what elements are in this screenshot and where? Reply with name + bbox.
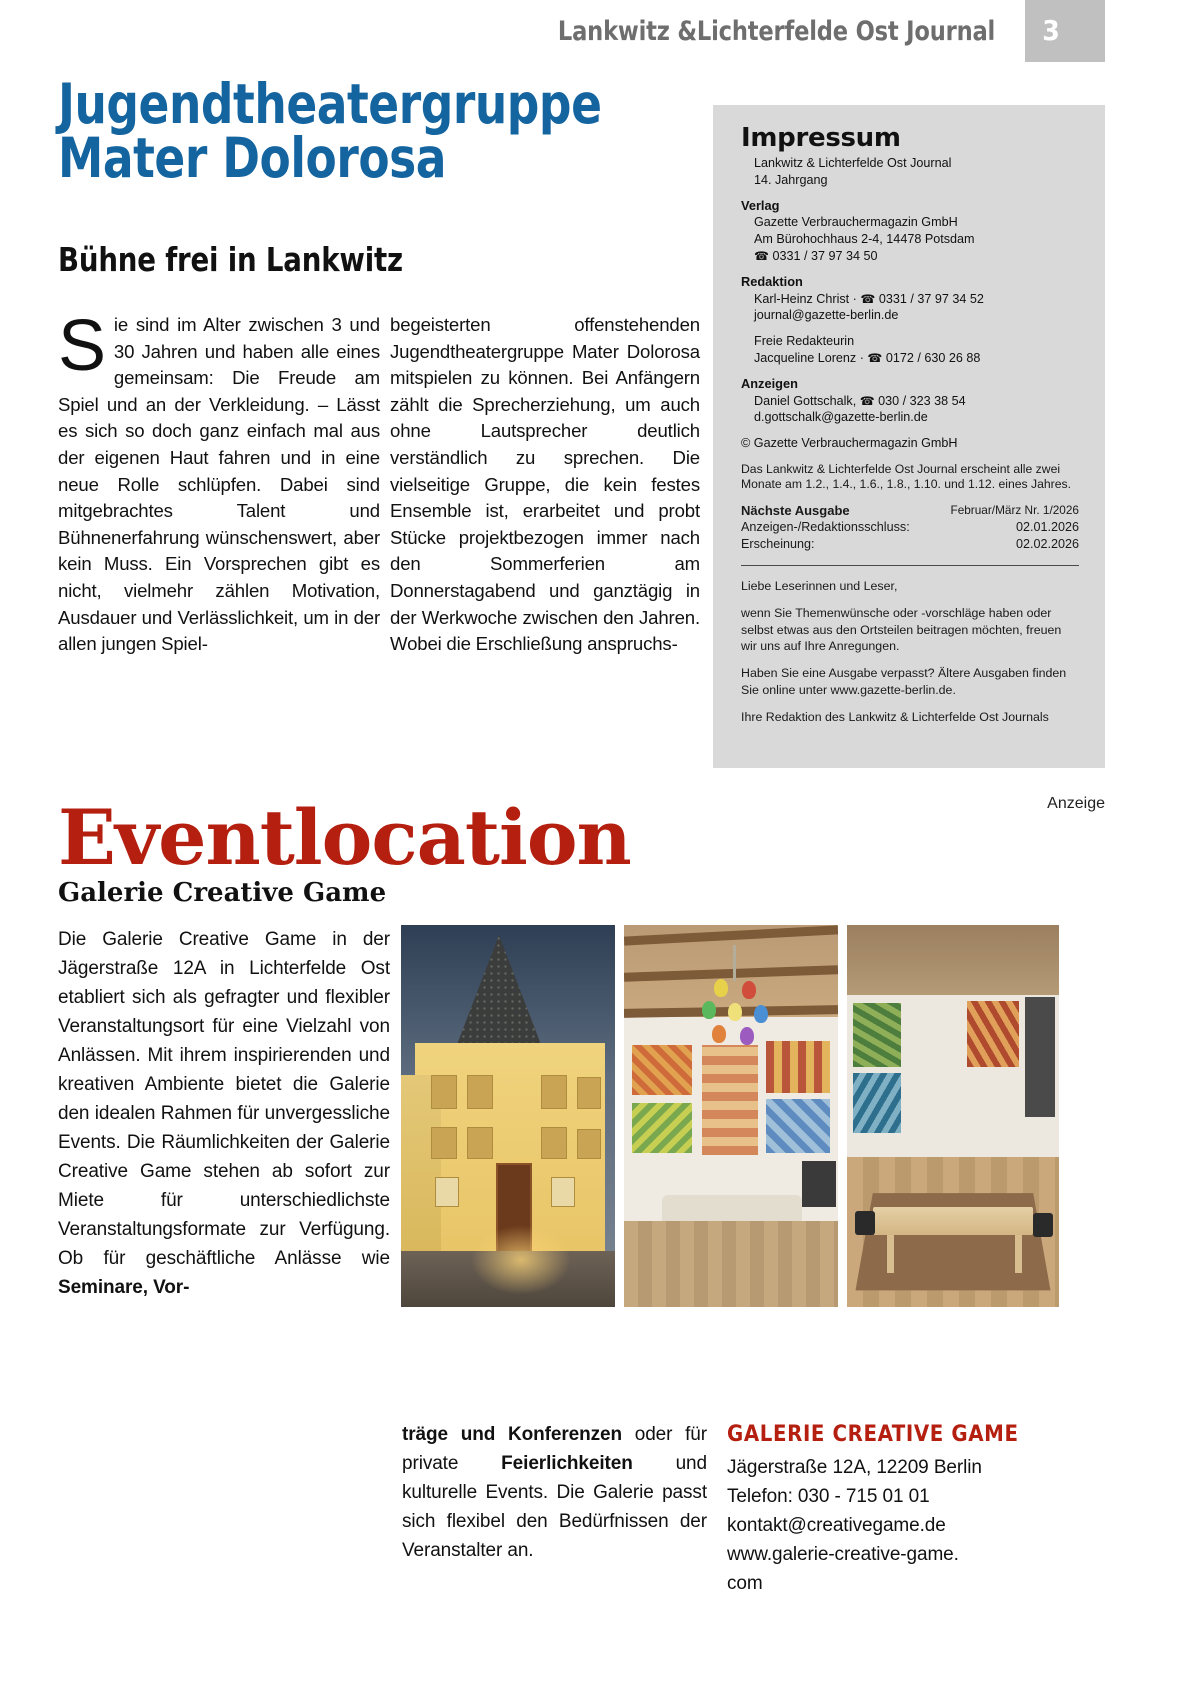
photo-window	[577, 1077, 601, 1109]
headline-line-2: Mater Dolorosa	[58, 125, 447, 190]
phone-icon: ☎	[867, 350, 883, 365]
photo-window	[541, 1075, 567, 1109]
photo-window	[431, 1127, 457, 1159]
impressum-next-issue-label: Nächste Ausgabe	[741, 502, 850, 518]
advert-text-tail: und kulturelle Events. Die Galerie passt sich flexibel den Bedürfnissen der Veranstalter an.	[402, 1453, 707, 1561]
photo-window	[467, 1075, 493, 1109]
photo-artwork	[853, 1003, 901, 1067]
article-column-right	[390, 312, 700, 658]
photo-artwork	[1025, 997, 1055, 1117]
advert-bold-feierlichkeiten: Feierlichkeiten	[501, 1453, 633, 1474]
impressum-freie-row	[741, 350, 1079, 367]
article-body-left: ie sind im Alter zwischen 3 und 30 Jahren und haben alle eines gemeinsam: Die Freude am Spiel und an der Verkleidung. – Lässt es sich so doch ganz einfach mal aus der eigenen Haut fahren und in eine neue Rolle schlüpfen. Dabei sind mitgebrachtes Talent und Bühnenerfahrung wünschenswert, aber kein Muss. Ein Vorsprechen gibt es nicht, vielmehr zählen Motivation, Ausdauer und Verlässlichkeit, um in der allen jungen Spiel-	[58, 314, 380, 655]
impressum-copyright: © Gazette Verbrauchermagazin GmbH	[741, 436, 958, 451]
advert-column-1	[58, 925, 390, 1302]
advert-contact-name: GALERIE CREATIVE GAME	[727, 1422, 1019, 1447]
photo-artwork	[766, 1041, 830, 1093]
phone-icon: ☎	[754, 248, 769, 263]
advert-subtitle: Galerie Creative Game	[58, 878, 387, 908]
photo-floor	[624, 1221, 838, 1307]
photo-artwork	[766, 1099, 830, 1153]
drop-cap: S	[58, 306, 106, 386]
impressum-redaktion-person: Karl-Heinz Christ ·	[754, 291, 857, 306]
headline-line-1: Jugendtheatergruppe	[58, 72, 602, 136]
impressum-next-issue-value: Februar/März Nr. 1/2026	[950, 502, 1079, 517]
photo-artwork	[632, 1045, 692, 1095]
advert-contact-address: Jägerstraße 12A, 12209 Berlin	[727, 1457, 982, 1478]
impressum-deadline-value: 02.01.2026	[1015, 519, 1079, 534]
impressum-anzeigen-email[interactable]: d.gottschalk@gazette-berlin.de	[754, 410, 928, 425]
impressum-redaktion-row	[741, 291, 1079, 308]
chandelier-stem	[733, 945, 736, 981]
impressum-volume: 14. Jahrgang	[754, 172, 828, 187]
chandelier-bulb	[728, 1003, 742, 1021]
chandelier-bulb	[714, 979, 728, 997]
advert-contact-block	[727, 1420, 1057, 1598]
photo-window	[551, 1177, 575, 1207]
advert-contact-website-line-2[interactable]: com	[727, 1573, 763, 1594]
advert-photo-gallery-room	[624, 925, 838, 1307]
photo-table-leg	[887, 1229, 894, 1273]
photo-artwork	[967, 1001, 1019, 1067]
chandelier-bulb	[754, 1005, 768, 1023]
photo-window	[435, 1177, 459, 1207]
advert-text-oder: oder für private	[402, 1424, 707, 1474]
advert-contact-email[interactable]: kontakt@creativegame.de	[727, 1515, 946, 1536]
advert-body-1b: Die Räumlichkeiten der Galerie Creative Game stehen ab sofort zur Miete für unterschiedlichste Veranstaltungsformate zur Verfügung. Ob für geschäftliche Anlässe wie	[58, 1132, 390, 1269]
advert-contact-phone: Telefon: 030 - 715 01 01	[727, 1486, 930, 1507]
masthead	[0, 0, 1105, 62]
chandelier-bulb	[712, 1025, 726, 1043]
impressum-redaktion-phone: 0331 / 37 97 34 52	[878, 291, 984, 306]
photo-stool	[1033, 1213, 1053, 1237]
impressum-redaktion-label: Redaktion	[741, 273, 803, 289]
impressum-box	[713, 105, 1105, 768]
photo-window	[467, 1127, 493, 1159]
impressum-deadline-row	[741, 519, 1079, 536]
photo-artwork	[702, 1045, 758, 1155]
advert-contact-website-line-1[interactable]: www.galerie-creative-game.	[727, 1544, 959, 1565]
advert-bold-konferenzen: träge und Konferenzen	[402, 1424, 622, 1445]
article-headline	[58, 72, 665, 190]
letter-signoff: Ihre Redaktion des Lankwitz & Lichterfelde Ost Journals	[741, 710, 1049, 725]
photo-artwork	[802, 1161, 836, 1207]
article-body-right: begeisterten offenstehenden Jugendtheatergruppe Mater Dolorosa mitspielen zu können. Bei Anfängern zählt die Sprecherziehung, um auch ohne Lautsprecher deutlich verständlich zu sprechen. Die vielseitige Gruppe, die kein festes Ensemble ist, erarbeitet und probt Stücke projektbezogen immer nach den Sommerferien am Donnerstagabend und ganztägig in der Werkwoche zwischen den Jahren. Wobei die Erschließung anspruchs-	[390, 314, 700, 655]
impressum-anzeigen-label: Anzeigen	[741, 375, 798, 391]
impressum-anzeigen-row	[741, 393, 1079, 410]
impressum-publication-value: 02.02.2026	[1015, 536, 1079, 551]
advert-photo-table-room	[847, 925, 1059, 1307]
photo-window	[541, 1127, 567, 1159]
impressum-freie-label: Freie Redakteurin	[754, 334, 855, 349]
photo-artwork	[632, 1103, 692, 1153]
photo-table-leg	[1015, 1229, 1022, 1273]
advert-photo-exterior	[401, 925, 615, 1307]
letter-paragraph-1: wenn Sie Themenwünsche oder -vorschläge haben oder selbst etwas aus den Ortsteilen beitragen möchten, freuen wir uns auf Ihre Anregungen.	[741, 606, 1062, 653]
advert-column-2	[402, 1420, 707, 1565]
impressum-title: Impressum	[741, 123, 901, 153]
impressum-divider	[741, 565, 1079, 566]
letter-paragraph-2: Haben Sie eine Ausgabe verpasst? Ältere Ausgaben finden Sie online unter www.gazette-berlin.de.	[741, 666, 1067, 697]
impressum-verlag-label: Verlag	[741, 197, 780, 213]
impressum-freie-phone: 0172 / 630 26 88	[885, 350, 981, 365]
impressum-next-issue-row	[741, 502, 1079, 519]
impressum-verlag-address: Am Bürohochhaus 2-4, 14478 Potsdam	[754, 232, 975, 247]
impressum-editor-letter	[741, 578, 1079, 726]
phone-icon: ☎	[860, 291, 876, 306]
page-number: 3	[1042, 14, 1060, 47]
impressum-deadline-label: Anzeigen-/Redaktionsschluss:	[741, 519, 910, 534]
chandelier-bulb	[742, 981, 756, 999]
impressum-freie-person: Jacqueline Lorenz ·	[754, 350, 864, 365]
masthead-title: Lankwitz &Lichterfelde Ost Journal	[557, 16, 995, 47]
letter-salutation: Liebe Leserinnen und Leser,	[741, 578, 898, 593]
article-subhead: Bühne frei in Lankwitz	[58, 240, 403, 279]
photo-entrance-light	[471, 1225, 571, 1295]
impressum-verlag-phone-row	[741, 248, 1079, 265]
impressum-journal-name: Lankwitz & Lichterfelde Ost Journal	[754, 156, 952, 170]
advert-body-1: Die Galerie Creative Game in der Jägerstraße 12A in Lichterfelde Ost etabliert sich als gefragter und flexibler Veranstaltungsort für eine Vielzahl von Anlässen. Mit ihrem inspirierenden und kreativen Ambiente bietet die Galerie den idealen Rahmen für unvergessliche Events.	[58, 929, 390, 1153]
impressum-verlag-phone: 0331 / 37 97 34 50	[772, 248, 878, 263]
advert-body-1b-bold: Seminare, Vor-	[58, 1277, 190, 1298]
article-column-left	[58, 306, 380, 658]
impressum-frequency: Das Lankwitz & Lichterfelde Ost Journal erscheint alle zwei Monate am 1.2., 1.4., 1.6., 1.8., 1.10. und 1.12. eines Jahres.	[741, 461, 1071, 492]
photo-long-table	[873, 1207, 1033, 1235]
photo-window	[577, 1129, 601, 1159]
photo-stool	[855, 1211, 875, 1235]
impressum-redaktion-email[interactable]: journal@gazette-berlin.de	[754, 308, 899, 323]
chandelier-bulb	[702, 1001, 716, 1019]
photo-artwork	[853, 1073, 901, 1133]
impressum-anzeigen-phone: 030 / 323 38 54	[878, 393, 966, 408]
impressum-verlag-company: Gazette Verbrauchermagazin GmbH	[754, 215, 958, 230]
advert-title: Eventlocation	[58, 793, 631, 882]
advert-label: Anzeige	[1047, 795, 1105, 812]
chandelier-bulb	[740, 1027, 754, 1045]
phone-icon: ☎	[859, 393, 875, 408]
photo-window	[431, 1075, 457, 1109]
impressum-publication-row	[741, 536, 1079, 553]
photo-ceiling	[847, 925, 1059, 995]
impressum-publication-label: Erscheinung:	[741, 536, 815, 551]
impressum-anzeigen-person: Daniel Gottschalk,	[754, 393, 857, 408]
